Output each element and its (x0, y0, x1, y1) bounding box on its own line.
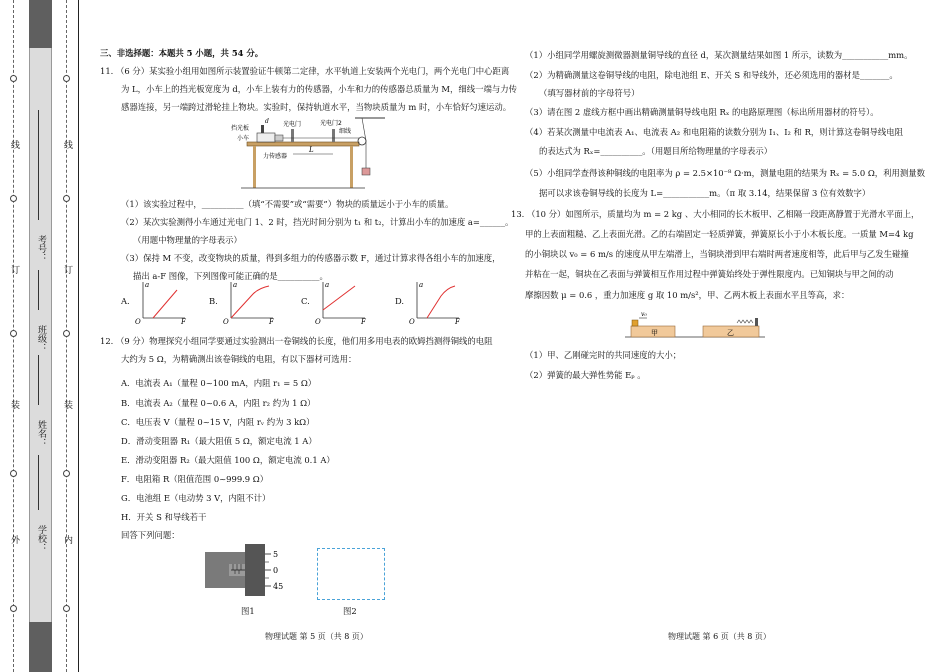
label-gate2: 光电门2 (320, 120, 342, 127)
label-sensor: 力传感器 (263, 153, 288, 160)
punch-hole (63, 330, 70, 337)
graph-b-label: B. (209, 296, 218, 306)
graph-a (135, 280, 187, 324)
binding-word-inner: 内 (62, 535, 72, 544)
class-label: 班级： (36, 325, 46, 352)
graph-a-curve (153, 290, 177, 318)
binding-word-order-inner: 订 (62, 265, 72, 274)
graph-c-curve (323, 286, 355, 310)
track-top (247, 142, 359, 146)
af-graphs (121, 280, 501, 325)
q13-line2: 甲的上表面粗糙、乙上表面光滑。乙的右端固定一轻质弹簧，弹簧原长小于小木板长度。一质量 M=4 kg (525, 229, 914, 239)
graph-d-axis-x: F (455, 318, 460, 324)
q12-s4a: （4）若某次测量中电流表 A₁、电流表 A₂ 和电阻箱的读数分别为 I₁、I₂ 和 R，则计算这卷铜导线电阻 (525, 127, 903, 137)
photogate-2 (332, 129, 335, 142)
q12-s4b: 的表达式为 Rₓ=__________。（用题目所给物理量的字母表示） (539, 146, 773, 156)
q12-item-e: E．滑动变阻器 R₂（最大阻值 100 Ω，额定电流 0.1 A） (121, 455, 335, 465)
binding-word-line: 线 (9, 140, 19, 149)
section-title: 三、非选择题：本题共 5 小题，共 54 分。 (100, 48, 264, 58)
page-footer-left: 物理试题 第 5 页（共 8 页） (265, 632, 368, 641)
q11-sub3a: （3）保持 M 不变，改变物块的质量，得到多组力的传感器示数 F，通过计算求得各组小车的加速度， (121, 253, 501, 263)
graph-d-curve (427, 286, 455, 318)
label-shading: 挡光板 (231, 125, 250, 132)
pulley (358, 137, 366, 145)
q11-sub3b: 描出 a-F 图像，下列图像可能正确的是__________。 (133, 271, 328, 281)
q13-line5: 摩擦因数 μ = 0.6 ，重力加速度 g 取 10 m/s²，甲、乙两木板上表面水平且等高，求： (525, 290, 850, 300)
q13-line3: 的小铜块以 v₀ = 6 m/s 的速度从甲左端滑上，当铜块滑到甲右端时两者速度相等，此后甲与乙发生碰撞 (525, 249, 909, 259)
binding-bar-bottom (29, 622, 52, 672)
binding-edge (78, 0, 79, 672)
q11-line1: 11. （6 分）某实验小组用如图所示装置验证牛顿第二定律，水平轨道上安装两个光电门，两个光电门中心距离 (100, 66, 510, 76)
spring-stop (755, 318, 758, 326)
punch-hole (10, 470, 17, 477)
q11-sub2b: （用题中物理量的字母表示） (133, 235, 242, 245)
page-right (505, 0, 945, 672)
graph-a-origin: O (135, 318, 141, 324)
q12-item-h: H．开关 S 和导线若干 (121, 512, 207, 522)
class-blank-line (38, 270, 39, 310)
punch-hole (63, 195, 70, 202)
graph-b (223, 280, 275, 324)
q12-item-b: B．电流表 A₂（量程 0~0.6 A，内阻 r₂ 约为 1 Ω） (121, 398, 316, 408)
q11-line3: 感器连接，另一端跨过滑轮挂上物块。实验时，保持轨道水平，当物块质量为 m 时，小车恰好匀速运动。 (121, 102, 512, 112)
fig1-caption: 图1 (241, 606, 255, 616)
q12-line1: 12. （9 分）物理探究小组同学要通过实验测出一卷铜线的长度，他们用多用电表的欧姆挡测得铜线的电阻 (100, 336, 493, 346)
q13-boards-figure (625, 310, 765, 340)
label-d: d (265, 118, 269, 125)
micrometer-figure (205, 540, 305, 602)
q12-s5b: 据可以求该卷铜导线的长度为 L=___________m。（π 取 3.14，结果保留 3 位有效数字） (539, 188, 871, 198)
micrometer-thimble (245, 544, 265, 596)
table-leg (253, 146, 256, 188)
q12-answer-prompt: 回答下列问题： (121, 530, 180, 540)
q12-s3: （3）请在图 2 虚线方框中画出精确测量铜导线电阻 Rₓ 的电路原理图（标出所用器材的符号）。 (525, 107, 879, 117)
graph-c-axis-y: a (325, 281, 330, 289)
cart (257, 133, 275, 142)
label-L: L (309, 146, 314, 154)
graph-a-axis-x: F (181, 318, 186, 324)
graph-d-label: D. (395, 296, 405, 306)
graph-c-origin: O (315, 318, 321, 324)
q12-item-f: F．电阻箱 R（阻值范围 0~999.9 Ω） (121, 474, 269, 484)
label-v0: v₀ (641, 311, 647, 318)
graph-b-curve (231, 286, 269, 318)
q12-s1: （1）小组同学用螺旋测微器测量铜导线的直径 d，某次测量结果如图 1 所示，读数为___________mm。 (525, 50, 913, 60)
number-blank-line (38, 110, 39, 220)
spring (737, 320, 753, 323)
graph-c (315, 280, 367, 324)
q12-s2a: （2）为精确测量这卷铜导线的电阻，除电池组 E、开关 S 和导线外，还必须选用的器材是_______。 (525, 70, 898, 80)
label-cart: 小车 (237, 135, 250, 142)
school-label: 学校： (36, 525, 46, 552)
q13-sub1: （1）甲、乙刚碰完时的共同速度的大小； (525, 350, 682, 360)
q11-sub1: （1）该实验过程中，__________（填“不需要”或“需要”）物块的质量远小于小车的质量。 (121, 199, 454, 209)
binding-word-line-inner: 线 (62, 140, 72, 149)
punch-hole (10, 195, 17, 202)
graph-d-origin: O (409, 318, 415, 324)
shading-plate (261, 125, 264, 133)
q11-sub2a: （2）某次实验测得小车通过光电门 1、2 时，挡光时间分别为 t₁ 和 t₂，计算出小车的加速度 a=______。 (121, 217, 514, 227)
q12-s2b: （填写器材前的字母符号） (539, 88, 640, 98)
q11-line2: 为 L，小车上的挡光板宽度为 d，小车上装有力的传感器，小车和力的传感器总质量为 M，细线一端与力传 (121, 84, 517, 94)
q13-sub2: （2）弹簧的最大弹性势能 Eₚ 。 (525, 370, 646, 380)
label-string: 细线 (339, 128, 352, 135)
punch-hole (10, 75, 17, 82)
exam-number-label: 考号： (36, 235, 46, 262)
name-label: 姓名： (36, 420, 46, 447)
circuit-answer-box[interactable] (317, 548, 385, 600)
q12-item-a: A．电流表 A₁（量程 0~100 mA，内阻 r₁ = 5 Ω） (121, 378, 317, 388)
graph-d-axis-y: a (419, 281, 424, 289)
binding-word-pack-inner: 装 (62, 400, 72, 409)
q13-line4: 并粘在一起，铜块在乙表面与弹簧相互作用过程中弹簧始终处于弹性限度内。已知铜块与甲之间的动 (525, 269, 894, 279)
label-jia: 甲 (651, 329, 658, 337)
page-footer-right: 物理试题 第 6 页（共 8 页） (668, 632, 771, 641)
q12-line2: 大约为 5 Ω，为精确测出该卷铜线的电阻，有以下器材可选用： (121, 354, 357, 364)
scale-label-0: 0 (273, 566, 279, 575)
q13-line1: 13. （10 分）如图所示，质量均为 m = 2 kg 、大小相同的长木板甲、乙相隔一段距离静置于光滑水平面上， (511, 209, 920, 219)
q12-item-c: C．电压表 V（量程 0~15 V，内阻 rᵥ 约为 3 kΩ） (121, 417, 315, 427)
graph-b-axis-x: F (269, 318, 274, 324)
binding-strip (0, 0, 82, 672)
punch-hole (63, 75, 70, 82)
graph-a-axis-y: a (145, 281, 150, 289)
page-left (95, 0, 517, 672)
scale-label-5: 5 (273, 550, 279, 559)
punch-hole (10, 330, 17, 337)
punch-hole (10, 605, 17, 612)
graph-c-axis-x: F (361, 318, 366, 324)
school-blank-line (38, 455, 39, 510)
graph-c-label: C. (301, 296, 310, 306)
graph-d (409, 280, 461, 324)
fig2-caption: 图2 (343, 606, 357, 616)
q12-item-d: D．滑动变阻器 R₁（最大阻值 5 Ω，额定电流 1 A） (121, 436, 317, 446)
binding-word-outer: 外 (9, 535, 19, 544)
graph-a-label: A. (121, 296, 130, 306)
copper-block (632, 320, 638, 326)
scale-label-45: 45 (273, 582, 284, 591)
label-yi: 乙 (727, 329, 734, 337)
name-blank-line (38, 355, 39, 405)
q12-s5a: （5）小组同学查得该种铜线的电阻率为 ρ = 2.5×10⁻⁸ Ω·m，测量电阻的结果为 Rₓ = 5.0 Ω，利用测量数 (525, 168, 926, 178)
punch-hole (63, 470, 70, 477)
binding-word-order: 订 (9, 265, 19, 274)
graph-b-origin: O (223, 318, 229, 324)
block (362, 168, 370, 175)
q12-item-g: G．电池组 E（电动势 3 V，内阻不计） (121, 493, 271, 503)
table-leg (350, 146, 353, 188)
label-gate: 光电门 (283, 121, 302, 128)
punch-hole (63, 605, 70, 612)
binding-bar-top (29, 0, 52, 48)
photogate-1 (291, 129, 294, 142)
force-sensor (275, 135, 283, 141)
binding-word-pack: 装 (9, 400, 19, 409)
q11-apparatus-figure (225, 116, 395, 192)
graph-b-axis-y: a (233, 281, 238, 289)
